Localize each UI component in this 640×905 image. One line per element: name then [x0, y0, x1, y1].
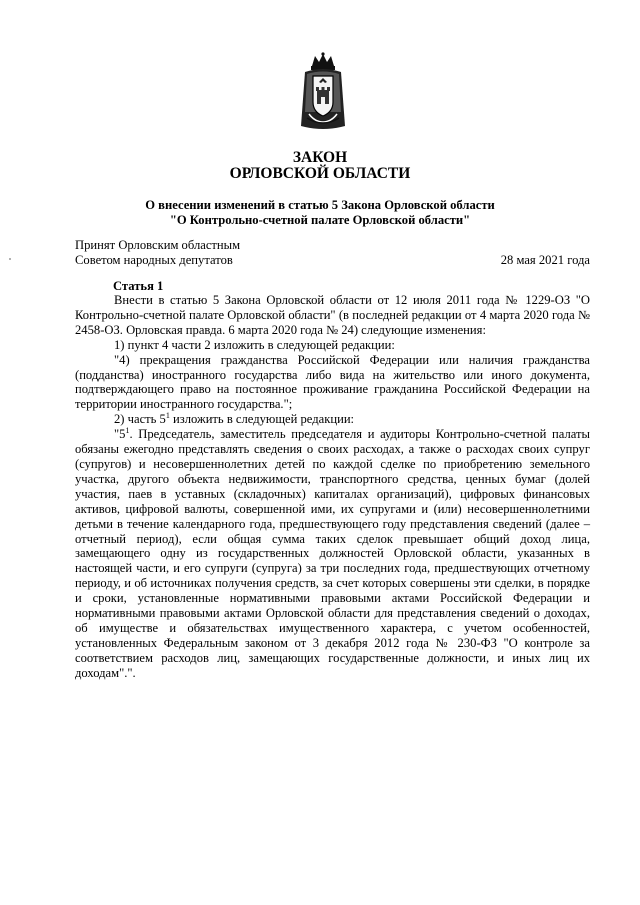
coat-of-arms-icon: [299, 52, 347, 132]
item-2-sup: 1: [165, 411, 170, 421]
part-5-1-text: [75, 427, 590, 680]
item-2-post: изложить в следующей редакции:: [169, 412, 355, 427]
scan-dot: [9, 258, 11, 260]
adoption-date: 28 мая 2021 года: [500, 253, 590, 267]
law-title: ЗАКОН: [292, 149, 348, 166]
part-body: . Председатель, заместитель председателя и аудиторы Контрольно-счетной палаты обязаны ежегодно представлять сведения о своих расходах, а также о расходах своих супруг (супругов) и несовершеннолетних детей по каждой сделке по приобретению земельного участка, другого объекта недвижимости, транспортного средства, ценных бумаг (долей участия, паев в уставных (складочных) капиталах организаций), цифровых финансовых активов, цифровой валюты, совершенной ими, их супругами и (или) несовершеннолетними детьми в течение календарного года, предшествующего году представления сведений (далее – отчетный период), если общая сумма таких сделок превышает общий доход лица, замещающего одну из государственных должностей Орловской области, указанных в настоящей части, и его супруги (супруга) за три последних года, предшествующих отчетному периоду, и об источниках получения средств, за счет которых совершены эти сделки, в порядке и сроки, установленные нормативными правовыми актами Российской Федерации и нормативными правовыми актами Орловской области для представления сведений о доходах, об имуществе и обязательствах имущественного характера, с учетом особенностей, установленных Федеральным законом от 3 декабря 2012 года № 230-ФЗ "О контроле за соответствием расходов лиц, замещающих государственные должности, и иных лиц их доходам".".: [75, 427, 590, 680]
item-2: [75, 412, 590, 427]
item-1: 1) пункт 4 части 2 изложить в следующей редакции:: [114, 337, 395, 352]
article-body: [75, 293, 590, 681]
adopted-by-line2: Советом народных депутатов: [75, 253, 233, 267]
law-region-title: ОРЛОВСКОЙ ОБЛАСТИ: [229, 165, 411, 182]
item-1-text: "4) прекращения гражданства Российской Федерации или наличия гражданства (подданства) иностранного государства либо вида на жительство или иного документа, подтверждающего право на постоянное проживание гражданина Российской Федерации на территории иностранного государства.";: [75, 352, 590, 412]
part-sup: 1: [125, 425, 130, 435]
law-subtitle-line1: О внесении изменений в статью 5 Закона Орловской области: [145, 198, 495, 212]
article-intro: Внести в статью 5 Закона Орловской области от 12 июля 2011 года № 1229-ОЗ "О Контрольно-счетной палате Орловской области" (в последней редакции от 4 марта 2020 года № 2458-ОЗ. Орловская правда. 6 марта 2020 года № 24) следующие изменения:: [75, 293, 590, 337]
part-pre: "5: [114, 427, 126, 442]
item-2-pre: 2) часть 5: [114, 412, 166, 427]
law-subtitle-line2: "О Контрольно-счетной палате Орловской области": [169, 213, 471, 227]
article-heading: Статья 1: [113, 279, 164, 293]
adopted-by-line1: Принят Орловским областным: [75, 238, 241, 252]
